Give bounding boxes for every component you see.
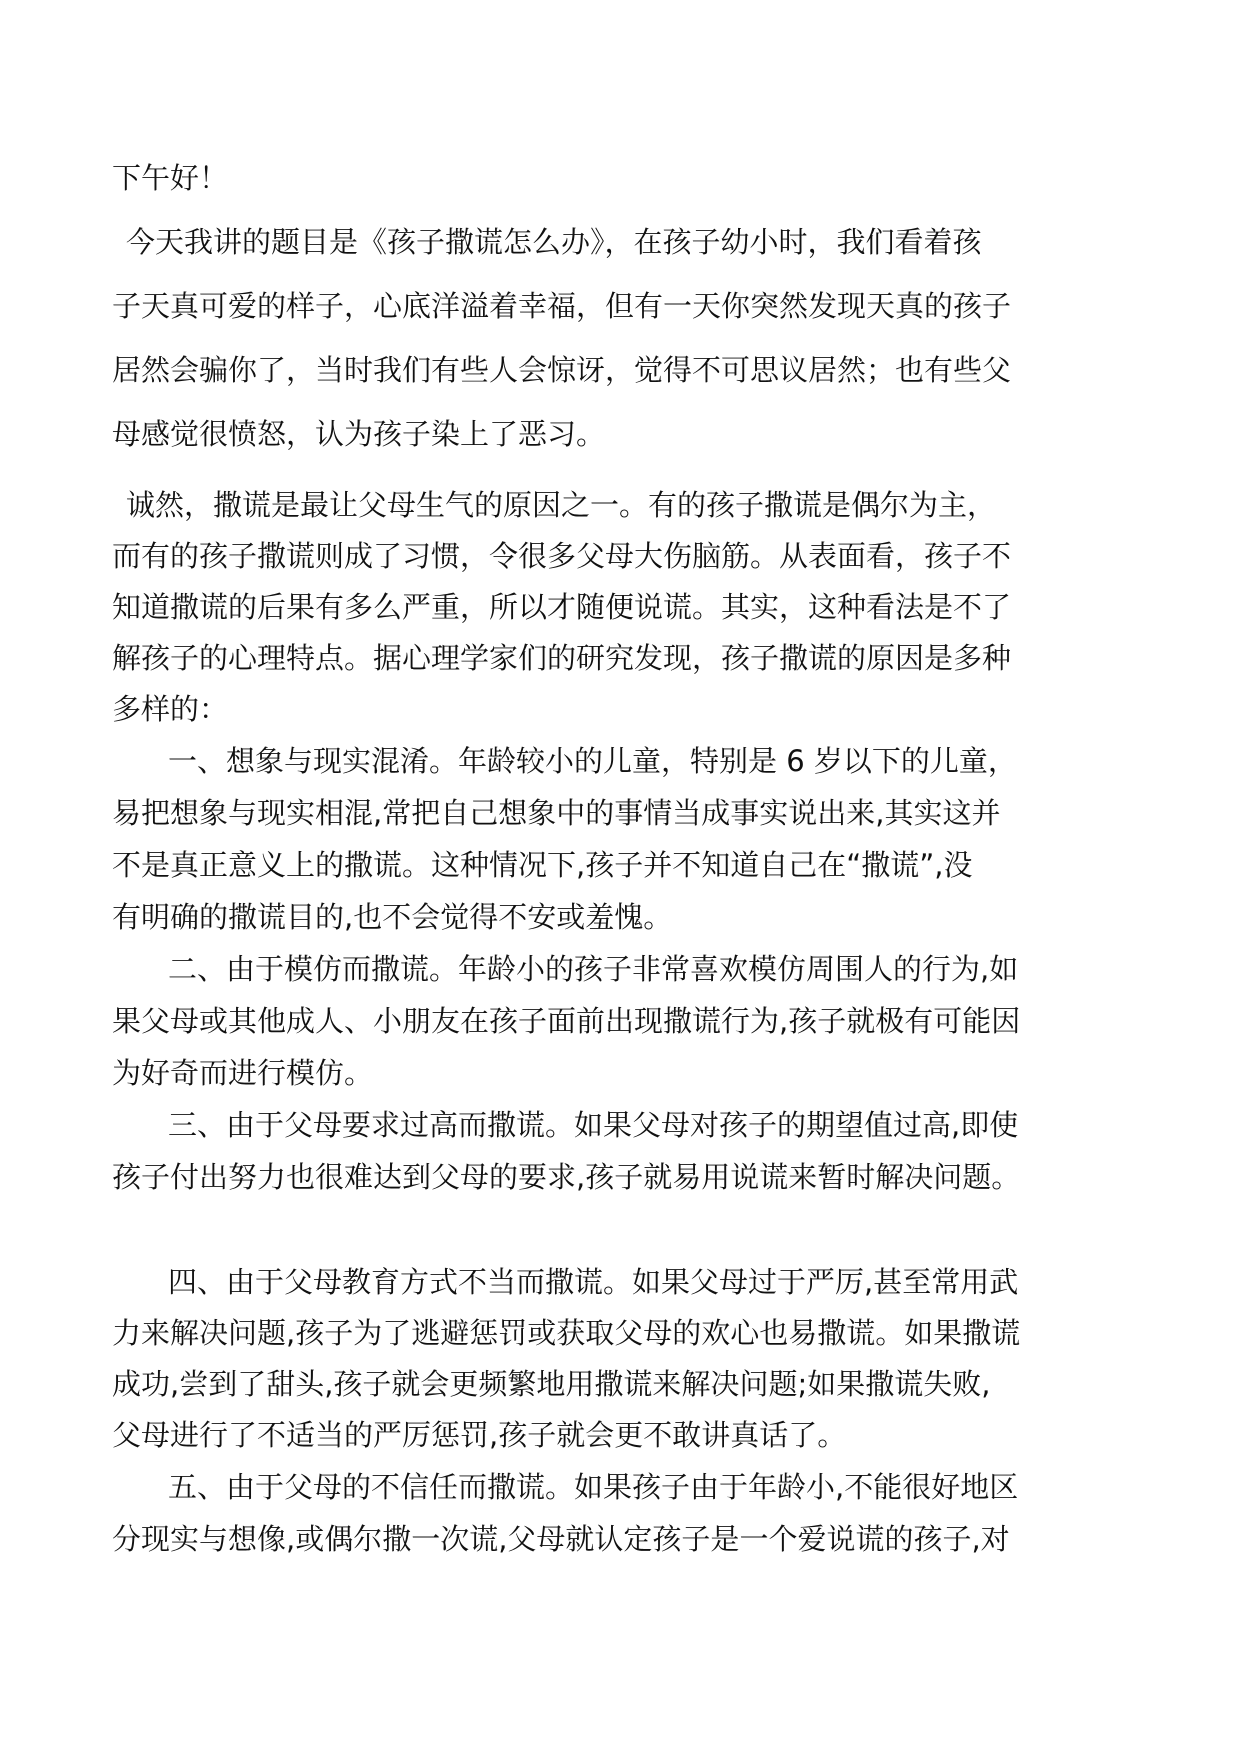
text-line: 解孩子的心理特点。据心理学家们的研究发现，孩子撒谎的原因是多种: [112, 641, 1012, 675]
text-line: 知道撒谎的后果有多么严重，所以才随便说谎。其实，这种看法是不了: [112, 590, 1012, 624]
text-line: 孩子付出努力也很难达到父母的要求,孩子就易用说谎来暂时解决问题。: [112, 1160, 1021, 1194]
text-line: 五、由于父母的不信任而撒谎。如果孩子由于年龄小,不能很好地区: [168, 1470, 1019, 1504]
text-line: 有明确的撒谎目的,也不会觉得不安或羞愧。: [112, 900, 673, 934]
text-line: 今天我讲的题目是《孩子撒谎怎么办》，在孩子幼小时，我们看着孩: [126, 225, 982, 259]
paragraph-cause-2: [112, 943, 1140, 1099]
text-line: 多样的：: [112, 692, 229, 726]
text-line: 二、由于模仿而撒谎。年龄小的孩子非常喜欢模仿周围人的行为,如: [168, 952, 1019, 986]
paragraph-cause-5: [112, 1461, 1140, 1565]
paragraph-cause-4: [112, 1257, 1140, 1461]
paragraph-causes-intro: [112, 480, 1140, 735]
text-line: 子天真可爱的样子，心底洋溢着幸福，但有一天你突然发现天真的孩子: [112, 289, 1012, 323]
text-line: 一、想象与现实混淆。年龄较小的儿童，特别是 6 岁以下的儿童，: [168, 744, 1017, 778]
text-line: 母感觉很愤怒，认为孩子染上了恶习。: [112, 417, 606, 451]
text-line: 居然会骗你了，当时我们有些人会惊讶，觉得不可思议居然；也有些父: [112, 353, 1012, 387]
paragraph-cause-1: [112, 735, 1140, 943]
text-line: 力来解决问题,孩子为了逃避惩罚或获取父母的欢心也易撒谎。如果撒谎: [112, 1316, 1021, 1350]
text-line: 易把想象与现实相混,常把自己想象中的事情当成事实说出来,其实这并: [112, 796, 1001, 830]
text-line: 三、由于父母要求过高而撒谎。如果父母对孩子的期望值过高,即使: [168, 1108, 1019, 1142]
text-line: 父母进行了不适当的严厉惩罚,孩子就会更不敢讲真话了。: [112, 1418, 847, 1452]
document-page: [112, 150, 1140, 1565]
paragraph-intro: [112, 210, 1140, 466]
text-line: 为好奇而进行模仿。: [112, 1056, 374, 1090]
text-line: 四、由于父母教育方式不当而撒谎。如果父母过于严厉,甚至常用武: [168, 1265, 1019, 1299]
text-line: 诚然，撒谎是最让父母生气的原因之一。有的孩子撒谎是偶尔为主，: [126, 488, 997, 522]
greeting: 下午好！: [112, 161, 229, 195]
text-line: 果父母或其他成人、小朋友在孩子面前出现撒谎行为,孩子就极有可能因: [112, 1004, 1021, 1038]
text-line: 而有的孩子撒谎则成了习惯，令很多父母大伤脑筋。从表面看，孩子不: [112, 539, 1012, 573]
paragraph-cause-3: [112, 1099, 1140, 1203]
text-line: 不是真正意义上的撒谎。这种情况下,孩子并不知道自己在“撒谎”,没: [112, 848, 973, 882]
text-line: 成功,尝到了甜头,孩子就会更频繁地用撒谎来解决问题;如果撒谎失败,: [112, 1367, 991, 1401]
text-line: 分现实与想像,或偶尔撒一次谎,父母就认定孩子是一个爱说谎的孩子,对: [112, 1522, 1010, 1556]
